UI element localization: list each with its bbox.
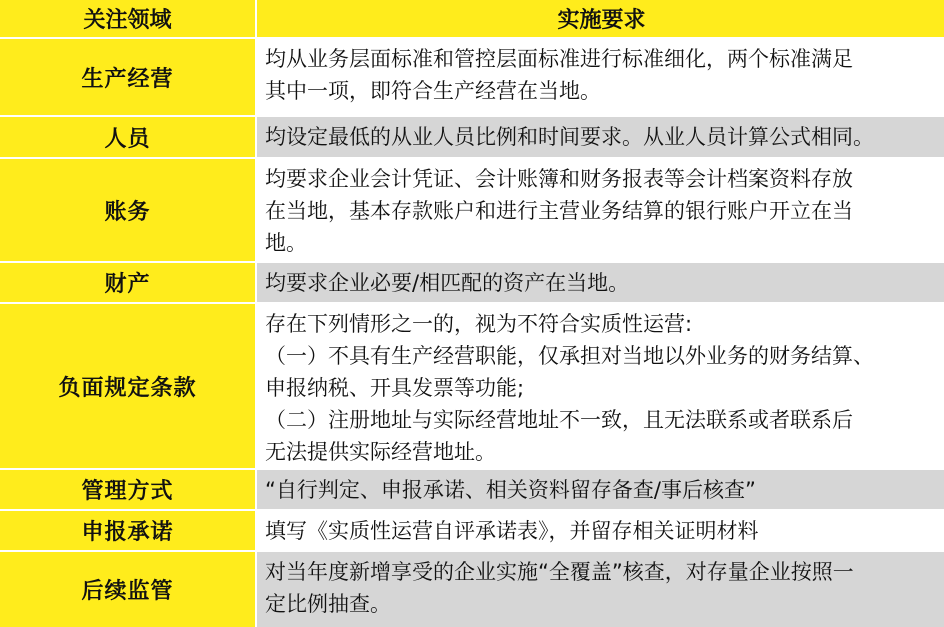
row-area: 后续监管 — [0, 552, 255, 627]
row-requirement: “自行判定、申报承诺、相关资料留存备查/事后核查” — [257, 470, 944, 509]
row-requirement: 均要求企业必要/相匹配的资产在当地。 — [257, 263, 944, 302]
row-requirement: 存在下列情形之一的，视为不符合实质性运营: （一）不具有生产经营职能，仅承担对当地以外业务的财务结算、 申报纳税、开具发票等功能; （二）注册地址与实际经营地址不一致，且无法联系或者联系后 无法提供实际经营地址。 — [257, 304, 944, 468]
row-area: 人员 — [0, 117, 255, 157]
row-area: 财产 — [0, 263, 255, 302]
row-requirement: 均要求企业会计凭证、会计账簿和财务报表等会计档案资料存放 在当地，基本存款账户和进行主营业务结算的银行账户开立在当 地。 — [257, 159, 944, 261]
row-area: 生产经营 — [0, 39, 255, 115]
row-requirement: 均设定最低的从业人员比例和时间要求。从业人员计算公式相同。 — [257, 117, 944, 157]
row-area: 申报承诺 — [0, 511, 255, 550]
row-requirement: 均从业务层面标准和管控层面标准进行标准细化，两个标准满足 其中一项，即符合生产经营在当地。 — [257, 39, 944, 115]
row-requirement: 对当年度新增享受的企业实施“全覆盖”核查，对存量企业按照一 定比例抽查。 — [257, 552, 944, 627]
row-area: 账务 — [0, 159, 255, 261]
header-area: 关注领域 — [0, 0, 255, 37]
row-requirement: 填写《实质性运营自评承诺表》，并留存相关证明材料 — [257, 511, 944, 550]
row-area: 管理方式 — [0, 470, 255, 509]
row-area: 负面规定条款 — [0, 304, 255, 468]
header-requirement: 实施要求 — [257, 0, 944, 37]
